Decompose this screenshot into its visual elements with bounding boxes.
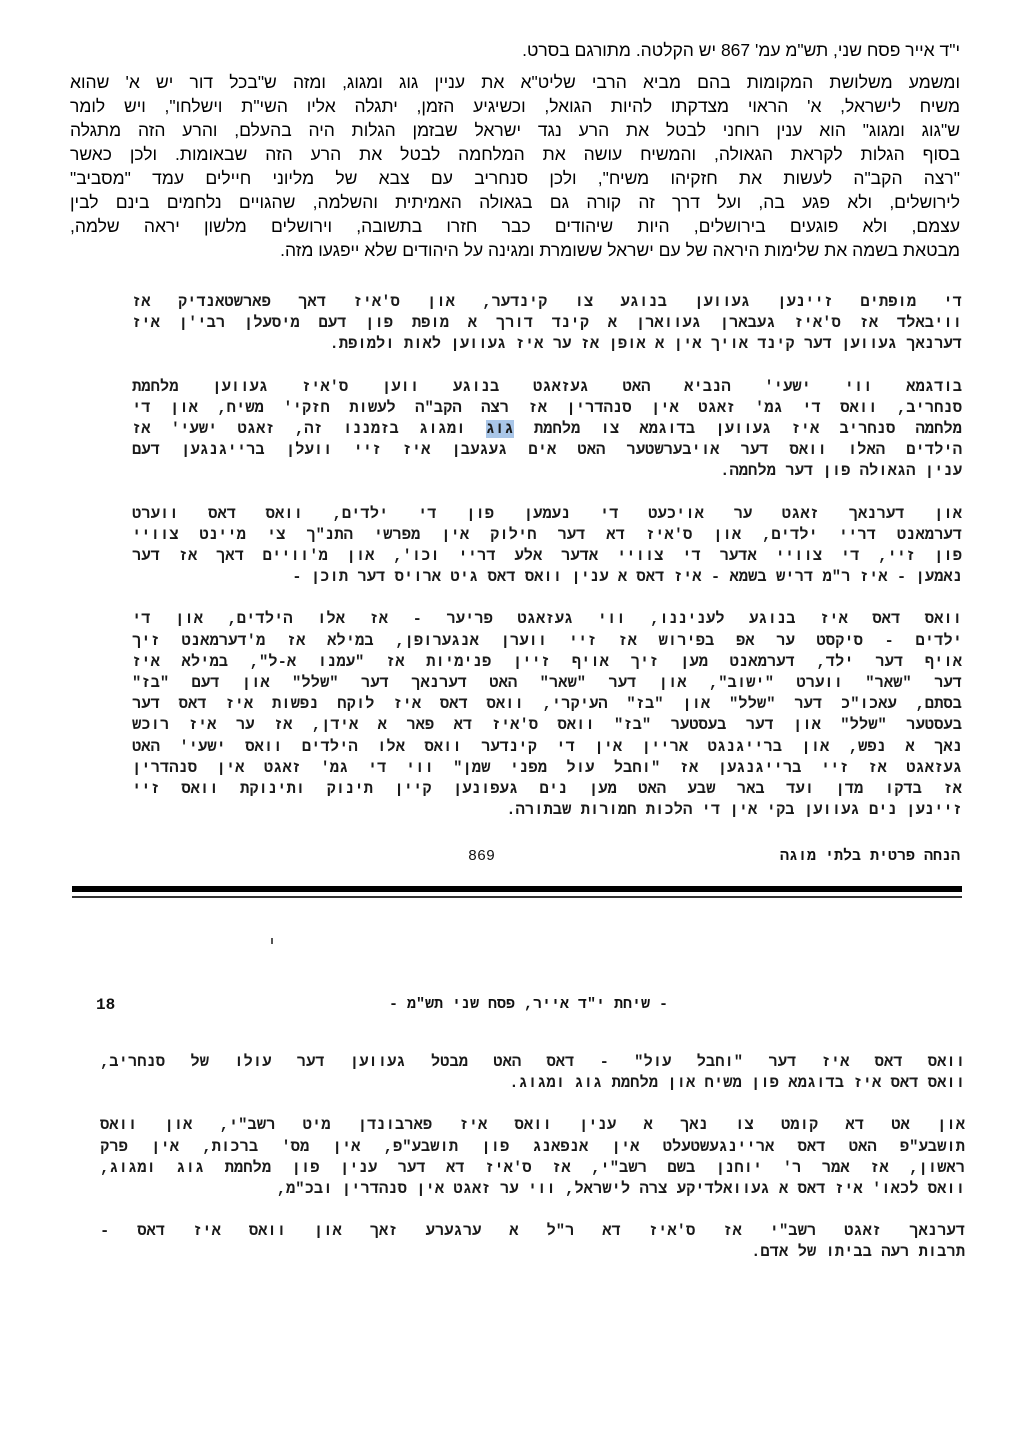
text-line-with-highlight (132, 419, 962, 440)
text-line: תושבע"פ האט דאס אריינגעשטעלט אין אנפאנג פון תושבע"פ, אין מס' ברכות, אין פרק (100, 1137, 965, 1156)
highlighted-word: גוג (485, 420, 514, 439)
intro-line: משיח לישראל, א' הראוי מצדקתו להיות הגואל, וכשיגיע הזמן, יתגלה אליו השי"ת וישלחו", ויש לומר (70, 96, 960, 116)
intro-heading: י"ד אייר פסח שני, תש"מ עמ' 867 יש הקלטה. מתורגם בסרט. (522, 40, 960, 60)
scan-mark (271, 938, 273, 944)
intro-line: בסוף הגלות לקראת הגאולה, והמשיח עושה את המלחמה לבטל את הרע הזה שבאומות. ולכן כאשר (70, 144, 960, 164)
text-line: בעסטער "שלל" און דער בעסטער "בז" וואס ס'איז דא פאר א אידן, אז ער איז רוכש (132, 716, 962, 735)
text-line: דער "שאר" ווערט "ישוב", און דער "שאר" האט דערנאך דער "שלל" און דעם "בז" (132, 674, 962, 693)
text-line: פון זיי, די צוויי אדער די צוויי אדער אלע דריי וכו', און מ'וויים דאך אז דער (132, 547, 962, 566)
intro-line: מבטאת בשמה את שלימות היראה של עם ישראל ששומרת ומגינה על היהודים שלא ייפגעו מזה. (280, 240, 960, 260)
page-number: 869 (468, 848, 496, 865)
text-segment: מלחמה סנחריב איז געווען בדוגמא צו מלחמת (513, 420, 962, 439)
text-line: ראשון, אז אמר ר' יוחנן בשם רשב"י, אז ס'איז דא דער ענין פון מלחמת גוג ומגוג, (100, 1158, 965, 1177)
text-line: אז בדקו מדן ועד באר שבע האט מען נים געפונען קיין תינוק ותינוקת וואס זיי (132, 780, 962, 799)
intro-line: לירושלים, ולא פגע בה, ועל דרך זה קורה גם בגאולה האמיתית והשלמה, שהגויים נלחמים בינם לבין (70, 192, 960, 212)
text-line: סנחריב, וואס די גמ' זאגט אין סנהדרין אז רצה הקב"ה לעשות חזקי' משיח, און די (132, 398, 962, 417)
text-line: דערנאך זאגט רשב"י אז ס'איז דא ר"ל א ערגערע זאך און וואס איז דאס - (100, 1222, 965, 1241)
page-divider (72, 886, 962, 892)
paragraph (132, 377, 962, 483)
text-line: ענין הגאולה פון דער מלחמה. (720, 462, 962, 481)
page-divider-thin (72, 896, 962, 898)
text-line: דערמאנט דריי ילדים, און ס'איז דא דער חילוק אין מפרשי התנ"ך צי מיינט צוויי (132, 525, 962, 544)
text-line: נאך א נפש, און ברייגנגט אריין אין די קינדער וואס אלו הילדים וואס ישעי' האט (132, 737, 962, 756)
paragraph (100, 1221, 965, 1263)
paragraph (132, 504, 962, 589)
text-line: און דערנאך זאגט ער אויכעט די נעמען פון די ילדים, וואס דאס ווערט (132, 504, 962, 523)
intro-text (70, 38, 960, 262)
text-line: ילדים - סיקסט ער אפ בפירוש אז זיי ווערן אנגערופן, במילא אז מ'דערמאנט זיך (132, 631, 962, 650)
intro-line: "רצה הקב"ה לעשות את חזקיהו משיח", ולכן סנחריב עם צבא של מליוני חיילים עמד "מסביב" (70, 168, 960, 188)
paragraph (100, 1115, 965, 1200)
intro-line: ש"גוג ומגוג" הוא ענין רוחני לבטל את הרע נגד ישראל שבזמן הגלות היה בהעלם, והרע הזה מתגלה (70, 120, 960, 140)
text-line: תרבות רעה בביתו של אדם. (751, 1243, 965, 1262)
text-line: הילדים האלו וואס דער אויבערשטער האט אים געגעבן איז זיי וועלן ברייגנגען דעם (132, 441, 962, 460)
text-line: וואס דאס איז דער "וחבל עול" - דאס האט מבטל געווען דער עולו של סנחריב, (100, 1053, 965, 1071)
text-line: און אט דא קומט צו נאך א ענין וואס איז פארבונדן מיט רשב"י, און וואס (100, 1116, 965, 1135)
text-line: זיינען נים געווען בקי אין די הלכות חמורות שבתורה. (506, 801, 962, 820)
text-line: נאמען - איז ר"מ דריש בשמא - איז דאס א ענין וואס דאס גיט ארויס דער תוכן - (292, 568, 962, 587)
intro-line: ומשמע משלושת המקומות בהם מביא הרבי שליט"א את עניין גוג ומגוג, ומזה ש"בכל דור יש א' שהוא (70, 72, 960, 92)
text-line: בסתם, עאכו"כ דער "שלל" און "בז" העיקרי, וואס דאס איז לוקח נפשות איז דאס דער (132, 695, 962, 714)
text-line: וואס לכאו' איז דאס א געוואלדיקע צרה לישראל, ווי ער זאגט אין סנהדרין ובכ"מ, (276, 1180, 965, 1199)
text-line: אויף דער ילד, דערמאנט מען זיך אויף זיין פנימיות אז "עמנו א-ל", במילא איז (132, 652, 962, 671)
page-number: 18 (96, 996, 116, 1014)
footer-title: הנחה פרטית בלתי מוגה (779, 848, 960, 865)
text-line: די מופתים זיינען געווען בנוגע צו קינדער, און ס'איז דאך פארשטאנדיק אז (132, 293, 962, 311)
intro-line: עצמם, ולא פוגעים בירושלים, היות שיהודים כבר חזרו בתשובה, וירושלים מלשון יראה שלמה, (70, 216, 960, 236)
page-869-footer (130, 848, 960, 870)
paragraph (132, 292, 962, 356)
running-head: - שיחת י"ד אייר, פסח שני תש"מ - (388, 996, 668, 1013)
scan-page-869 (132, 292, 962, 842)
paragraph (100, 1052, 965, 1094)
text-segment: ומגוג בזמננו זה, זאגט ישעי' אז (132, 420, 486, 439)
text-line: וואס דאס איז בנוגע לעניננו, ווי געזאגט פריער - אז אלו הילדים, און די (132, 610, 962, 629)
text-line: בודגמא ווי ישעי' הנביא האט געזאגט בנוגע ווען ס'איז געווען מלחמת (132, 377, 962, 396)
page-18-header (96, 996, 668, 1018)
scan-page-18 (100, 1052, 965, 1285)
text-line: וואס דאס איז בדוגמא פון משיח און מלחמת גוג ומגוג. (509, 1074, 965, 1093)
text-line: וויבאלד אז ס'איז געבארן געווארן א קינד דורך א מופת פון דעם מיסעלן רבי'ן איז (132, 314, 962, 333)
paragraph (132, 609, 962, 821)
text-line: געזאגט אז זיי ברייגנגען אז "וחבל עול מפני שמן" ווי די גמ' זאגט אין סנהדרין (132, 758, 962, 777)
text-line: דערנאך געווען דער קינד אויך אין א אופן אז ער איז געווען לאות ולמופת. (329, 335, 962, 354)
